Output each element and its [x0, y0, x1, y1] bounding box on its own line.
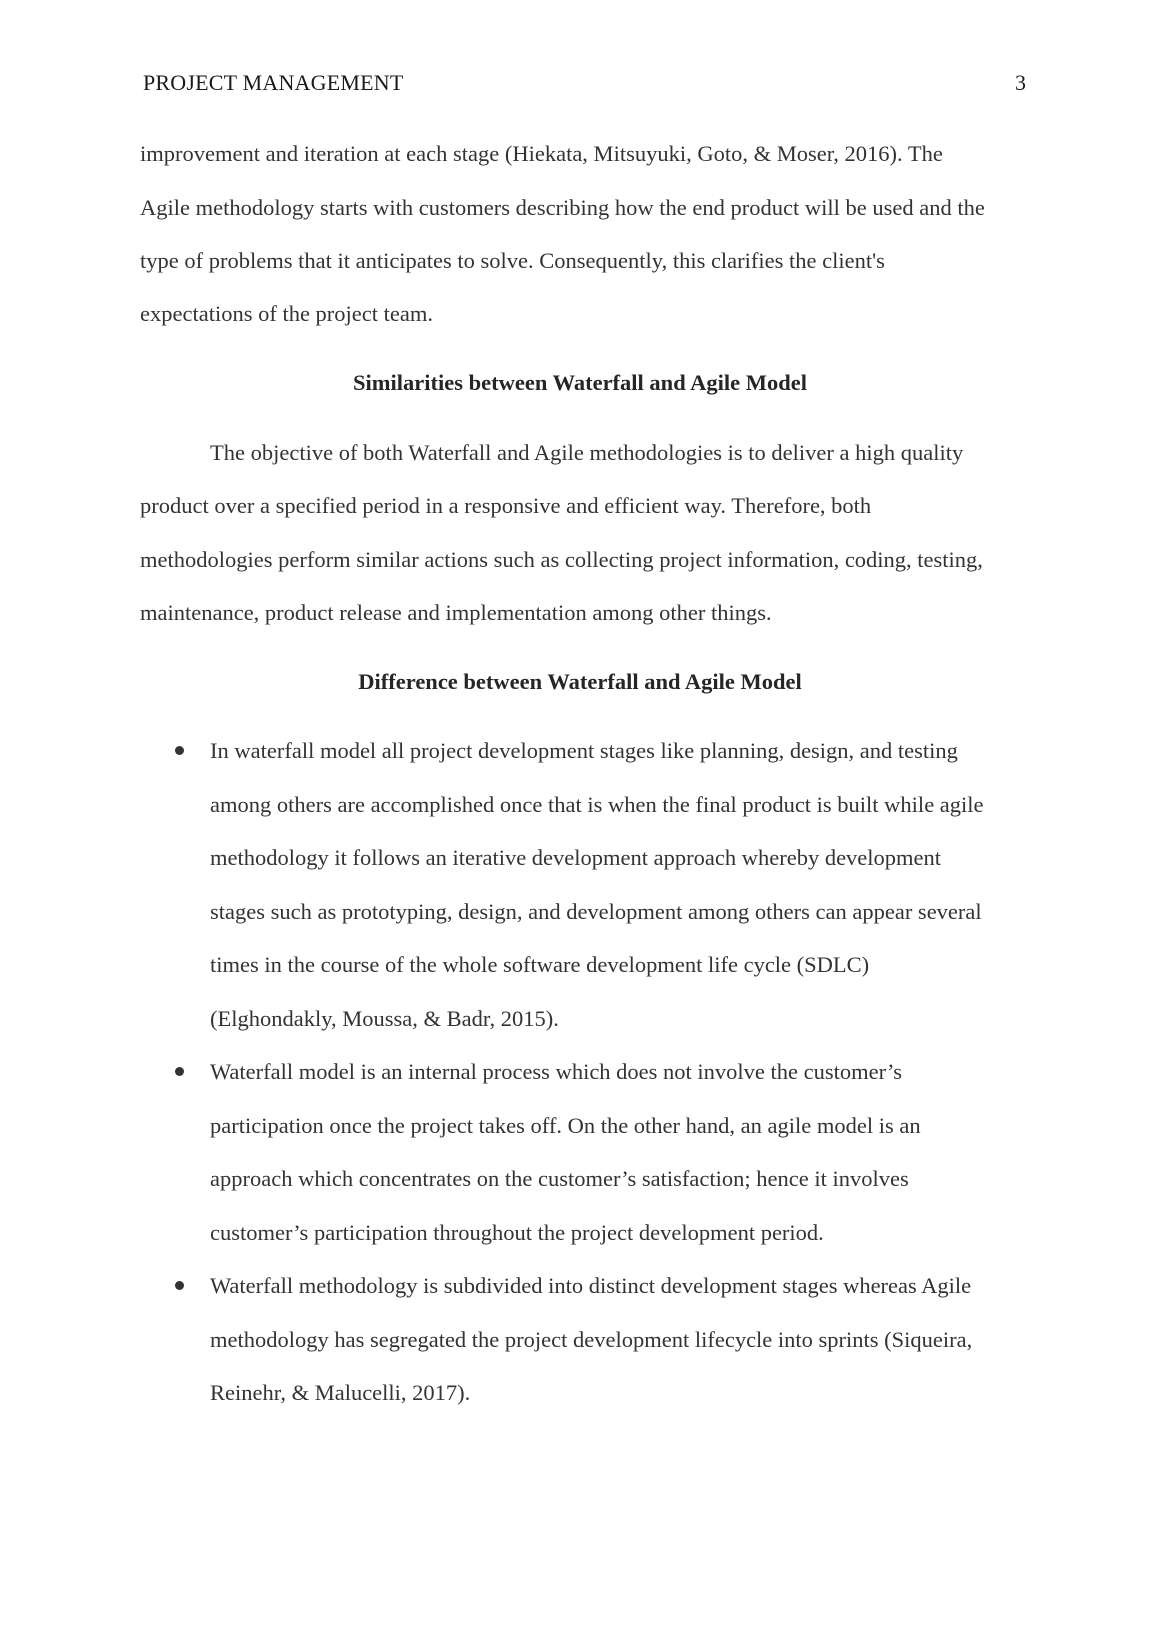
list-item-line: customer’s participation throughout the project development period.: [210, 1220, 824, 1245]
list-item-line: approach which concentrates on the customer’s satisfaction; hence it involves: [210, 1166, 909, 1191]
list-item-line: stages such as prototyping, design, and development among others can appear several: [210, 899, 982, 924]
intro-line: Agile methodology starts with customers describing how the end product will be used and the: [140, 195, 985, 220]
list-item-line: methodology it follows an iterative development approach whereby development: [210, 845, 942, 870]
intro-line: expectations of the project team.: [140, 301, 434, 326]
list-item-line: times in the course of the whole software development life cycle (SDLC): [210, 952, 870, 977]
similarities-line: product over a specified period in a responsive and efficient way. Therefore, both: [140, 493, 872, 518]
intro-line: type of problems that it anticipates to solve. Consequently, this clarifies the client's: [140, 248, 885, 273]
list-item-line: Waterfall model is an internal process which does not involve the customer’s: [210, 1059, 902, 1084]
bullet-icon: [175, 1067, 184, 1076]
list-item-line: Waterfall methodology is subdivided into distinct development stages whereas Agile: [210, 1273, 972, 1298]
running-head: PROJECT MANAGEMENT: [143, 70, 404, 95]
list-item-line: (Elghondakly, Moussa, & Badr, 2015).: [210, 1006, 559, 1031]
similarities-line: maintenance, product release and implementation among other things.: [140, 600, 772, 625]
list-item-line: among others are accomplished once that is when the final product is built while agile: [210, 792, 984, 817]
list-item-line: participation once the project takes off. On the other hand, an agile model is an: [210, 1113, 921, 1138]
list-item-line: methodology has segregated the project development lifecycle into sprints (Siqueira,: [210, 1327, 973, 1352]
list-item-line: Reinehr, & Malucelli, 2017).: [210, 1380, 471, 1405]
similarities-line: The objective of both Waterfall and Agile methodologies is to deliver a high quality: [210, 440, 964, 465]
similarities-heading: Similarities between Waterfall and Agile Model: [353, 370, 807, 395]
differences-heading: Difference between Waterfall and Agile Model: [358, 669, 802, 694]
similarities-line: methodologies perform similar actions such as collecting project information, coding, testing,: [140, 547, 983, 572]
bullet-icon: [175, 746, 184, 755]
page-number: 3: [1015, 70, 1026, 95]
bullet-icon: [175, 1281, 184, 1290]
intro-line: improvement and iteration at each stage (Hiekata, Mitsuyuki, Goto, & Moser, 2016). The: [140, 141, 943, 166]
list-item-line: In waterfall model all project development stages like planning, design, and testing: [210, 738, 958, 763]
